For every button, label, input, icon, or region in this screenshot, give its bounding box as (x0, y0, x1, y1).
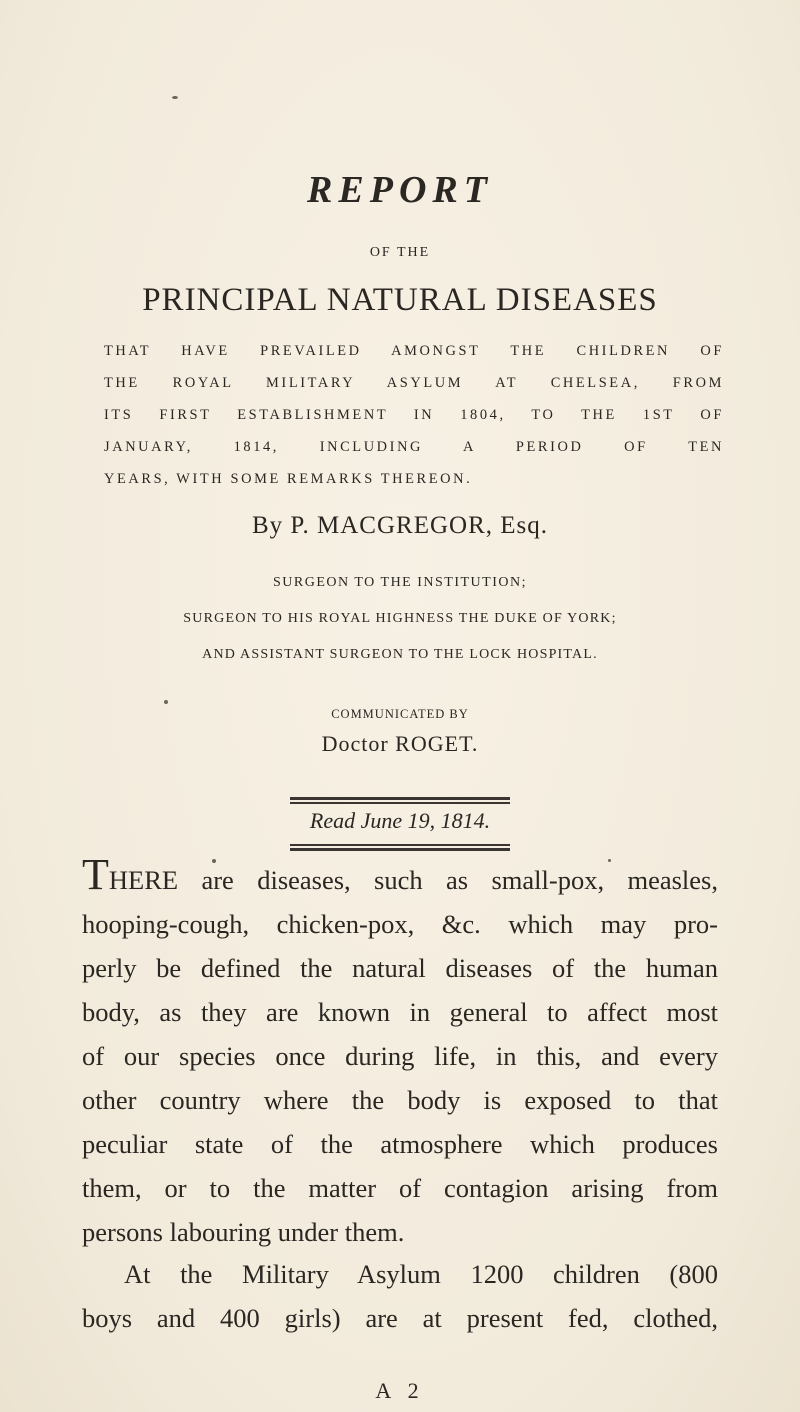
paragraph-line: perly be defined the natural diseases of the human (82, 953, 718, 983)
paragraph-line: body, as they are known in general to affect most (82, 997, 718, 1027)
paragraph-line: other country where the body is exposed to that (82, 1085, 718, 1115)
drop-cap: T (82, 850, 109, 899)
paper-speck (172, 96, 178, 99)
paragraph-line: THERE are diseases, such as small-pox, measles, (82, 850, 718, 899)
paragraph-line: of our species once during life, in this, and every (82, 1041, 718, 1071)
subtitle-line: YEARS, WITH SOME REMARKS THEREON. (104, 471, 473, 487)
paper-speck (212, 859, 216, 863)
subtitle-line: THE ROYAL MILITARY ASYLUM AT CHELSEA, FROM (104, 375, 724, 391)
rule-bottom (290, 848, 510, 851)
paper-speck (608, 859, 611, 862)
paragraph-line: them, or to the matter of contagion arising from (82, 1173, 718, 1203)
paper-speck (164, 700, 168, 704)
communicated-by-label: COMMUNICATED BY (331, 707, 469, 721)
paragraph-2 (82, 1252, 718, 1340)
paragraph-line: At the Military Asylum 1200 children (800 (124, 1259, 718, 1289)
paragraph-line: persons labouring under them. (82, 1217, 405, 1247)
paragraph-line: hooping-cough, chicken-pox, &c. which may pro- (82, 909, 718, 939)
rule-top (290, 797, 510, 800)
of-the-label: OF THE (369, 245, 431, 260)
subtitle-line: ITS FIRST ESTABLISHMENT IN 1804, TO THE 1ST OF (104, 407, 724, 423)
paragraph-line: boys and 400 girls) are at present fed, clothed, (82, 1303, 718, 1333)
communicator-name: Doctor ROGET. (321, 731, 479, 756)
report-title: REPORT (307, 169, 493, 211)
credential-line: SURGEON TO THE INSTITUTION; (273, 575, 527, 590)
paragraph-1 (82, 850, 718, 1254)
subtitle-line: THAT HAVE PREVAILED AMONGST THE CHILDREN OF (104, 343, 724, 359)
author-line: By P. MACGREGOR, Esq. (251, 512, 549, 539)
paragraph-line: peculiar state of the atmosphere which produces (82, 1129, 718, 1159)
main-title: PRINCIPAL NATURAL DISEASES (142, 282, 658, 318)
rule-bottom-thin (290, 844, 510, 846)
credential-line: SURGEON TO HIS ROYAL HIGHNESS THE DUKE OF YORK; (183, 611, 617, 626)
signature-mark: A 2 (375, 1378, 425, 1403)
read-date: Read June 19, 1814. (309, 808, 491, 833)
credential-line: AND ASSISTANT SURGEON TO THE LOCK HOSPITAL. (202, 647, 598, 662)
rule-top-thin (290, 802, 510, 804)
subtitle-line: JANUARY, 1814, INCLUDING A PERIOD OF TEN (104, 439, 724, 455)
